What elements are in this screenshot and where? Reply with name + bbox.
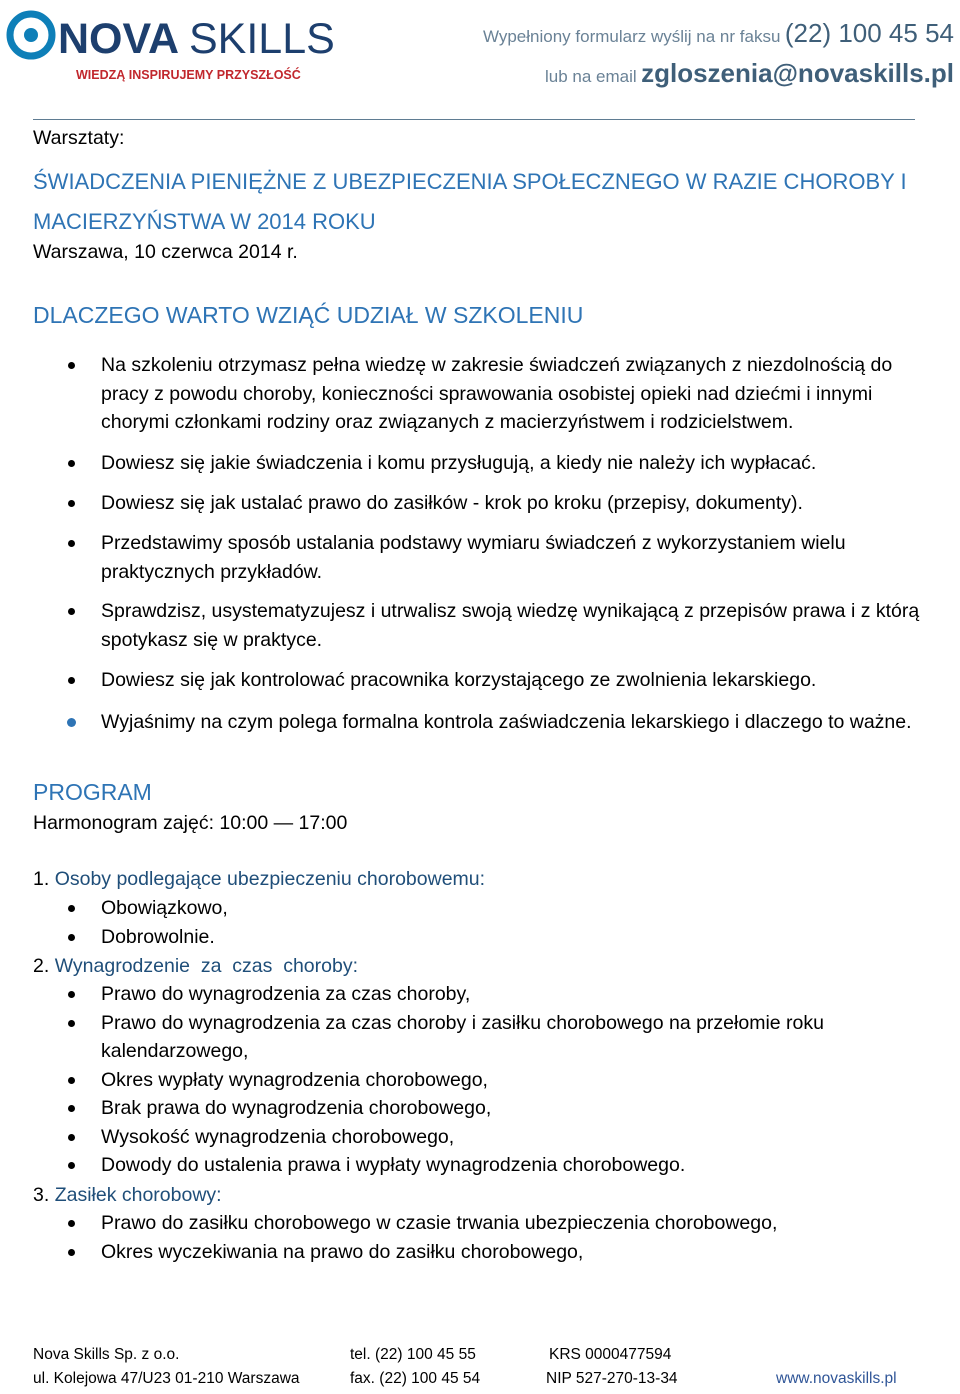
footer-address: ul. Kolejowa 47/U23 01-210 Warszawa [33,1370,300,1387]
list-item: Brak prawa do wynagrodzenia chorobowego, [33,1094,923,1123]
list-item: Na szkoleniu otrzymasz pełna wiedzę w zakresie świadczeń związanych z niezdolnością do pracy z powodu choroby, konieczności sprawowania osobistej opieki nad dziećmi i innymi chorymi członkami rodziny oraz związanych z macierzyństwem i rodzicielstwem. [33,351,923,437]
workshop-title-line1: ŚWIADCZENIA PIENIĘŻNE Z UBEZPIECZENIA SPOŁECZNEGO W RAZIE CHOROBY I [33,169,907,194]
logo-text-skills: SKILLS [189,15,335,63]
footer-tel: tel. (22) 100 45 55 [350,1346,476,1363]
footer-website-link[interactable]: www.novaskills.pl [776,1370,897,1387]
logo-tagline: WIEDZĄ INSPIRUJEMY PRZYSZŁOŚĆ [76,68,301,82]
list-item: Sprawdzisz, usystematyzujesz i utrwalisz swoją wiedzę wynikającą z przepisów prawa i z którą spotykasz się w praktyce. [33,597,923,654]
program-section-2-list [33,980,923,1180]
why-list-5 [33,597,923,654]
list-item: Okres wyczekiwania na prawo do zasiłku chorobowego, [33,1238,923,1267]
workshop-title [33,162,933,242]
why-list-2 [33,449,923,478]
nova-skills-logo [6,8,351,82]
list-item: Dowody do ustalenia prawa i wypłaty wynagrodzenia chorobowego. [33,1151,923,1180]
why-list [33,351,923,437]
footer-fax: fax. (22) 100 45 54 [350,1370,481,1387]
email-link[interactable]: zgloszenia@novaskills.pl [641,58,954,88]
program-section-3-title: 3. Zasiłek chorobowy: [33,1184,222,1206]
footer-company: Nova Skills Sp. z o.o. [33,1346,180,1363]
list-item: Obowiązkowo, [33,894,923,923]
list-item: Dowiesz się jakie świadczenia i komu przysługują, a kiedy nie należy ich wypłacać. [33,449,923,478]
fax-label: Wypełniony formularz wyślij na nr faksu [482,27,781,46]
list-item: Prawo do wynagrodzenia za czas choroby i zasiłku chorobowego na przełomie roku kalendarzowego, [33,1009,923,1066]
list-item: Prawo do zasiłku chorobowego w czasie trwania ubezpieczenia chorobowego, [33,1209,923,1238]
why-list-3 [33,489,923,518]
footer-nip: NIP 527-270-13-34 [546,1370,678,1387]
list-item: Dobrowolnie. [33,923,923,952]
list-item: Wysokość wynagrodzenia chorobowego, [33,1123,923,1152]
list-item: Przedstawimy sposób ustalania podstawy wymiaru świadczeń z wykorzystaniem wielu praktycznych przykładów. [33,529,923,586]
list-item: Prawo do wynagrodzenia za czas choroby, [33,980,923,1009]
program-heading: PROGRAM [33,779,152,805]
list-item: Dowiesz się jak kontrolować pracownika korzystającego ze zwolnienia lekarskiego. [33,666,923,695]
program-section-3-list [33,1209,923,1266]
list-item: Okres wypłaty wynagrodzenia chorobowego, [33,1066,923,1095]
list-item: Wyjaśnimy na czym polega formalna kontrola zaświadczenia lekarskiego i dlaczego to ważne. [33,708,923,737]
logo-text-nova: NOVA [58,15,180,63]
footer-krs: KRS 0000477594 [549,1346,672,1363]
email-line [545,58,954,89]
place-date: Warszawa, 10 czerwca 2014 r. [33,241,298,263]
header-divider [33,119,915,120]
schedule: Harmonogram zajęć: 10:00 — 17:00 [33,812,348,834]
program-section-1-title: 1. Osoby podlegające ubezpieczeniu chorobowemu: [33,868,486,890]
fax-number: (22) 100 45 54 [784,18,954,48]
why-list-6 [33,666,923,695]
why-heading: DLACZEGO WARTO WZIĄĆ UDZIAŁ W SZKOLENIU [33,302,584,328]
workshop-label: Warsztaty: [33,127,125,149]
why-list-7 [33,708,923,737]
program-section-2-title: 2. Wynagrodzenie za czas choroby: [33,955,358,977]
why-list-4 [33,529,923,586]
email-label: lub na email [544,67,637,86]
list-item: Dowiesz się jak ustalać prawo do zasiłków - krok po kroku (przepisy, dokumenty). [33,489,923,518]
fax-line [483,18,954,49]
program-section-1-list [33,894,923,951]
workshop-title-line2: MACIERZYŃSTWA W 2014 ROKU [33,209,376,234]
